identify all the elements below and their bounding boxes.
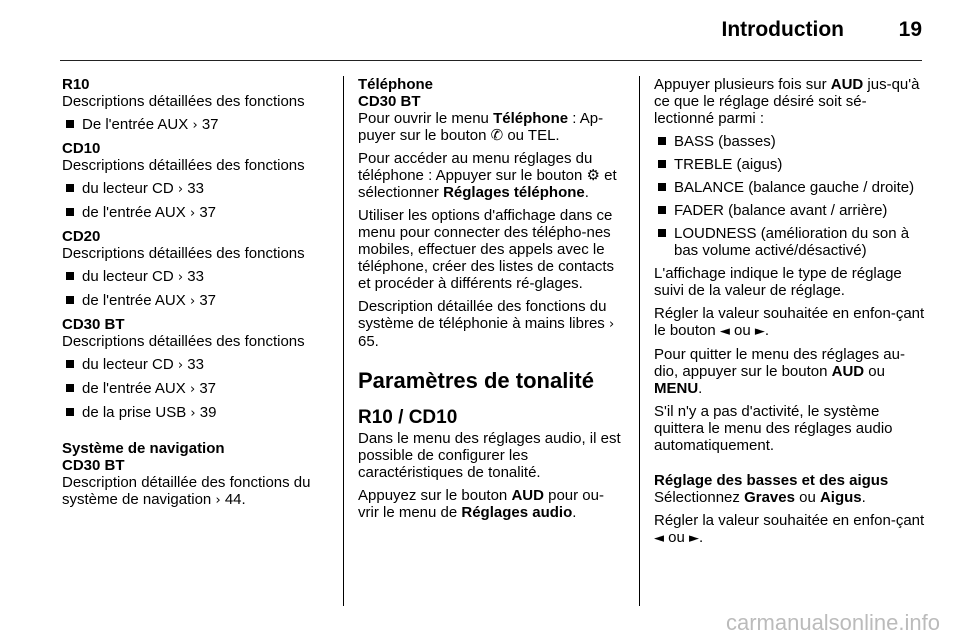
cd30-heading: CD30 BT [62, 316, 125, 333]
nav-desc: Description détaillée des fonctions du système de navigation › 44. [62, 474, 311, 508]
paragraph: Pour quitter le menu des réglages au-dio, appuyer sur le bouton AUD ou MENU. [654, 346, 905, 397]
page-ref[interactable]: 39 [199, 404, 217, 421]
page-ref[interactable]: 33 [187, 180, 204, 197]
list-item: du lecteur CD › 33 [62, 356, 330, 374]
page-ref-arrow-icon: › [190, 406, 196, 421]
bullet-icon [66, 208, 74, 216]
paragraph: Régler la valeur souhaitée en enfon-çant ◄ ou ►. [654, 512, 925, 546]
bullet-icon [66, 384, 74, 392]
paragraph: Description détaillée des fonctions du système de téléphonie à mains libres › 65. [358, 298, 615, 350]
paragraph: L'affichage indique le type de réglage suivi de la valeur de réglage. [654, 265, 902, 299]
nav-heading: Système de navigation [62, 440, 225, 457]
subsection-title: R10 / CD10 [358, 407, 458, 428]
column-1 [62, 76, 330, 515]
paragraph: S'il n'y a pas d'activité, le système quittera le menu des réglages audio automatiquement. [654, 403, 893, 454]
page-ref[interactable]: 65. [358, 333, 379, 350]
paragraph: Appuyez sur le bouton AUD pour ou-vrir le menu de Réglages audio. [358, 487, 604, 521]
page-ref-arrow-icon: › [192, 118, 198, 133]
list-item: BASS (basses) [654, 133, 926, 150]
left-arrow-icon: ◄ [719, 324, 730, 339]
page-ref[interactable]: 37 [199, 204, 216, 221]
right-arrow-icon: ► [689, 531, 700, 546]
paragraph: Pour ouvrir le menu Téléphone : Ap-puyer sur le bouton ✆ ou TEL. [358, 110, 604, 144]
page-header [60, 0, 922, 61]
page-ref[interactable]: 44. [224, 491, 246, 508]
list-item: TREBLE (aigus) [654, 156, 926, 173]
r10-desc: Descriptions détaillées des fonctions [62, 93, 305, 110]
nav-subheading: CD30 BT [62, 457, 125, 474]
list-item: de l'entrée AUX › 37 [62, 380, 330, 398]
column-2 [358, 76, 624, 527]
cd20-heading: CD20 [62, 228, 101, 245]
paragraph: Régler la valeur souhaitée en enfon-çant le bouton ◄ ou ►. [654, 305, 925, 339]
column-divider-1 [343, 76, 344, 606]
bullet-icon [66, 272, 74, 280]
paragraph: Dans le menu des réglages audio, il est possible de configurer les caractéristiques de tonalité. [358, 430, 621, 481]
list-item: de l'entrée AUX › 37 [62, 204, 330, 222]
page-ref-arrow-icon: › [189, 206, 196, 221]
page-ref-arrow-icon: › [177, 358, 184, 373]
page-ref-arrow-icon: › [215, 493, 221, 508]
bullet-icon [658, 229, 666, 237]
column-3 [654, 76, 926, 553]
telephone-subheading: CD30 BT [358, 93, 421, 110]
cd10-desc: Descriptions détaillées des fonctions [62, 157, 305, 174]
page-ref-arrow-icon: › [189, 294, 196, 309]
list-item: FADER (balance avant / arrière) [654, 202, 926, 219]
page-ref[interactable]: 37 [199, 292, 216, 309]
bullet-icon [66, 120, 74, 128]
page-ref-arrow-icon: › [177, 182, 184, 197]
list-item: de la prise USB › 39 [62, 404, 330, 422]
page-number: 19 [898, 18, 922, 41]
page-ref-arrow-icon: › [608, 317, 615, 332]
list-item: de l'entrée AUX › 37 [62, 292, 330, 310]
list-item: De l'entrée AUX › 37 [62, 116, 330, 134]
list-item: du lecteur CD › 33 [62, 268, 330, 286]
cd10-heading: CD10 [62, 140, 101, 157]
r10-heading: R10 [62, 76, 90, 93]
watermark: carmanualsonline.info [725, 610, 940, 635]
bullet-icon [66, 184, 74, 192]
page-ref[interactable]: 37 [199, 380, 216, 397]
right-arrow-icon: ► [754, 324, 765, 339]
page-title: Introduction [721, 18, 844, 41]
bass-treble-heading: Réglage des basses et des aigus [654, 472, 889, 489]
column-divider-2 [639, 76, 640, 606]
page-ref[interactable]: 37 [201, 116, 219, 133]
paragraph: Pour accéder au menu réglages du téléphone : Appuyer sur le bouton ⚙ et sélectionner Réglages téléphone. [358, 150, 617, 201]
list-item: du lecteur CD › 33 [62, 180, 330, 198]
bullet-icon [658, 160, 666, 168]
paragraph: Sélectionnez Graves ou Aigus. [654, 489, 866, 506]
page-ref[interactable]: 33 [187, 356, 204, 373]
bullet-icon [66, 296, 74, 304]
list-item: LOUDNESS (amélioration du son à bas volume activé/désactivé) [654, 225, 926, 259]
bullet-icon [658, 206, 666, 214]
telephone-heading: Téléphone [358, 76, 434, 93]
bullet-icon [658, 137, 666, 145]
paragraph: Utiliser les options d'affichage dans ce menu pour connecter des télépho-nes mobiles, effectuer des appels avec le téléphone, créer des listes de contacts et procéder à différents ré-glages. [358, 207, 614, 292]
bullet-icon [66, 360, 74, 368]
bullet-icon [658, 183, 666, 191]
cd20-desc: Descriptions détaillées des fonctions [62, 245, 305, 262]
paragraph: Appuyer plusieurs fois sur AUD jus-qu'à ce que le réglage désiré soit sé-lectionné parmi : [654, 76, 920, 127]
cd30-desc: Descriptions détaillées des fonctions [62, 333, 305, 350]
page-ref[interactable]: 33 [187, 268, 204, 285]
left-arrow-icon: ◄ [654, 531, 664, 546]
page-ref-arrow-icon: › [189, 382, 196, 397]
bullet-icon [66, 408, 74, 416]
section-title: Paramètres de tonalité [358, 368, 594, 393]
page-ref-arrow-icon: › [177, 270, 184, 285]
list-item: BALANCE (balance gauche / droite) [654, 179, 926, 196]
